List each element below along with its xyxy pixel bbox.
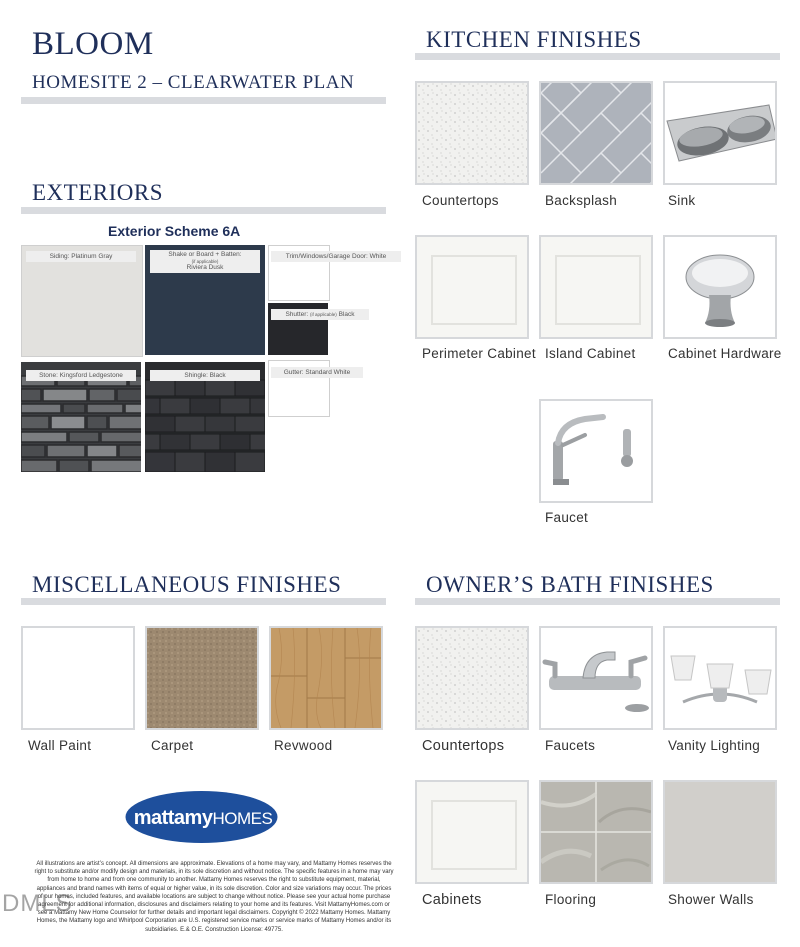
shake-label-note: (if applicable) <box>191 259 219 264</box>
bath-countertop-swatch <box>415 626 529 730</box>
cabinet-hardware-swatch <box>663 235 777 339</box>
svg-text:mattamyHOMES <box>134 807 273 829</box>
header-divider <box>21 97 386 104</box>
bath-countertops-label: Countertops <box>422 738 505 754</box>
stone-label: Stone: Kingsford Ledgestone <box>26 370 136 381</box>
exteriors-heading: EXTERIORS <box>32 180 163 205</box>
bath-cabinets-label: Cabinets <box>422 892 482 908</box>
kitchen-faucet-swatch <box>539 399 653 503</box>
vanity-lighting-swatch <box>663 626 777 730</box>
shake-label-line2: Riviera Dusk <box>186 264 224 271</box>
perimeter-cabinet-label: Perimeter Cabinet <box>422 346 536 361</box>
carpet-swatch <box>145 626 259 730</box>
shingle-label: Shingle: Black <box>150 370 260 381</box>
perimeter-cabinet-swatch <box>415 235 529 339</box>
kitchen-countertops-label: Countertops <box>422 193 499 208</box>
revwood-swatch <box>269 626 383 730</box>
shower-walls-swatch <box>663 780 777 884</box>
shutter-label-prefix: Shutter: <box>285 311 309 318</box>
revwood-label: Revwood <box>274 738 333 753</box>
carpet-label: Carpet <box>151 738 194 753</box>
kitchen-faucet-label: Faucet <box>545 510 589 525</box>
page-title: BLOOM <box>32 26 154 62</box>
exteriors-divider <box>21 207 386 214</box>
backsplash-swatch <box>539 81 653 185</box>
bath-faucets-label: Faucets <box>545 738 596 753</box>
logo-part1: mattamy <box>133 807 213 829</box>
mls-watermark: DMLS <box>2 890 73 917</box>
kitchen-countertop-swatch <box>415 81 529 185</box>
logo-part2: HOMES <box>212 809 273 828</box>
sink-label: Sink <box>668 193 696 208</box>
island-cabinet-label: Island Cabinet <box>545 346 636 361</box>
bath-cabinets-swatch <box>415 780 529 884</box>
page-subtitle: HOMESITE 2 – CLEARWATER PLAN <box>32 72 355 93</box>
wall-paint-label: Wall Paint <box>28 738 92 753</box>
shake-label <box>150 250 260 273</box>
kitchen-divider <box>415 53 780 60</box>
shower-walls-label: Shower Walls <box>668 892 754 907</box>
flooring-swatch <box>539 780 653 884</box>
trim-label: Trim/Windows/Garage Door: White <box>271 251 401 262</box>
legal-disclaimer: All illustrations are artist’s concept. All dimensions are approximate. Elevations of a home may vary, and Mattamy Homes reserves the right to substitute and/or modify design and materials, in its sole discretion and without notice. The specific features in a home may vary from home to home and from one community to another. Mattamy Homes reserves the right to substitute equipment, material, appliances and brand names with items of equal or higher value, in its sole discretion. Color and size variations may occur. The prices of our homes, included features, and available locations are subject to change without notice. Please see your actual home purchase agreement for additional information, disclosures and disclaimers relating to your home and its features. Visit MattamyHomes.com or see a Mattamy New Home Counselor for further details and important legal disclaimers. Copyright © 2022 Mattamy Homes. Mattamy Homes, the Mattamy logo and Whirlpool Corporation are U.S. registered service marks or service marks of Mattamy Homes and/or its subsidiaries. E.& O.E. Construction License: 49775. <box>34 861 394 933</box>
shutter-label-value: Black <box>338 311 355 318</box>
sink-swatch <box>663 81 777 185</box>
siding-label: Siding: Platinum Gray <box>26 251 136 262</box>
island-cabinet-swatch <box>539 235 653 339</box>
bath-heading: OWNER’S BATH FINISHES <box>426 572 714 597</box>
vanity-lighting-label: Vanity Lighting <box>668 738 761 753</box>
cabinet-hardware-label: Cabinet Hardware <box>668 346 782 361</box>
bath-divider <box>415 598 780 605</box>
shake-label-line1: Shake or Board + Batten: <box>168 251 242 258</box>
gutter-label: Gutter: Standard White <box>271 367 363 378</box>
mattamy-logo <box>124 790 279 844</box>
bath-faucets-swatch <box>539 626 653 730</box>
backsplash-label: Backsplash <box>545 193 618 208</box>
wall-paint-swatch <box>21 626 135 730</box>
exterior-scheme-title: Exterior Scheme 6A <box>108 223 241 239</box>
misc-divider <box>21 598 386 605</box>
flooring-label: Flooring <box>545 892 597 907</box>
shutter-label <box>271 309 369 320</box>
kitchen-heading: KITCHEN FINISHES <box>426 27 642 52</box>
shutter-label-note: (if applicable) <box>310 312 337 317</box>
misc-heading: MISCELLANEOUS FINISHES <box>32 572 342 597</box>
